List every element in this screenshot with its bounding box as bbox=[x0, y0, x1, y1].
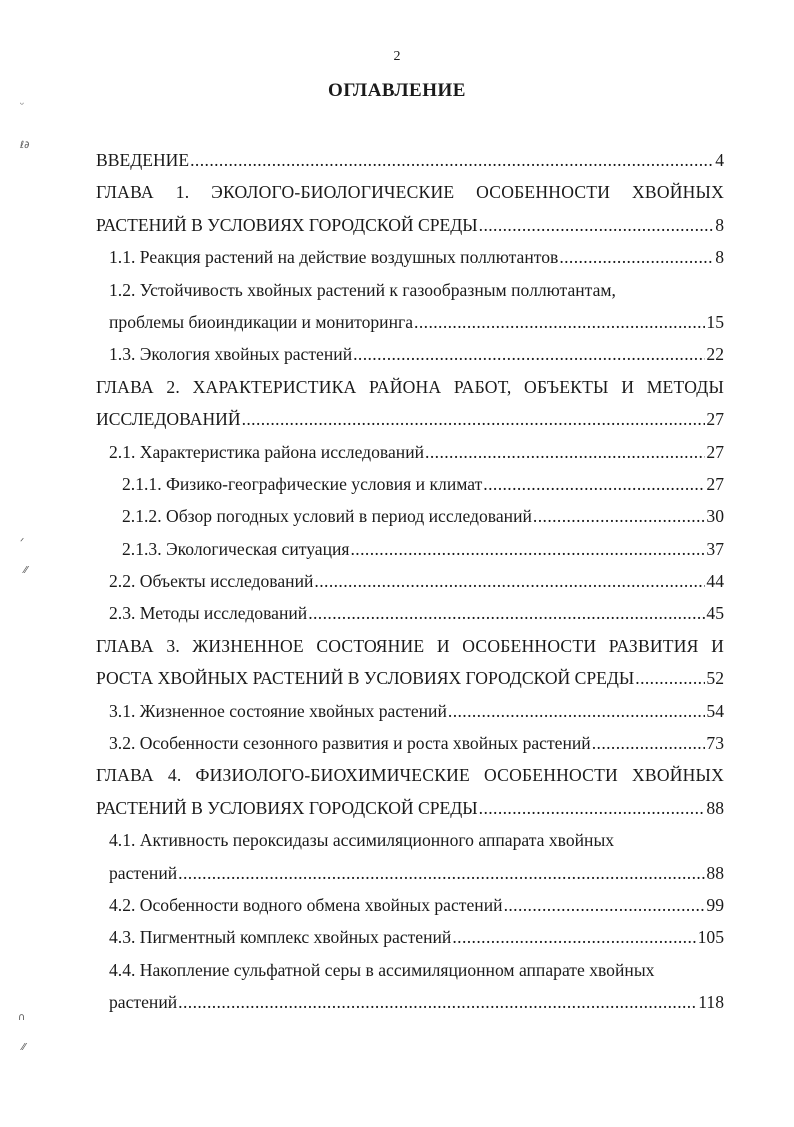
scan-mark: ⁄⁄ bbox=[22, 1042, 26, 1053]
dot-leader bbox=[178, 857, 705, 889]
dot-leader bbox=[308, 597, 705, 629]
dot-leader bbox=[414, 306, 705, 338]
toc-entry-page: 118 bbox=[698, 992, 724, 1013]
toc-entry bbox=[96, 403, 724, 435]
toc-entry-title: ИССЛЕДОВАНИЙ bbox=[96, 409, 241, 430]
toc-entry-page: 4 bbox=[715, 150, 724, 170]
page-number: 2 bbox=[393, 49, 401, 64]
toc-entry bbox=[96, 306, 724, 338]
toc-entry-title: проблемы биоиндикации и мониторинга bbox=[109, 311, 414, 332]
toc-entry-title: 2.1.2. Обзор погодных условий в период исследований bbox=[122, 506, 532, 527]
toc-entry bbox=[96, 436, 724, 468]
toc-entry-title: 4.3. Пигментный комплекс хвойных растений bbox=[109, 927, 452, 948]
toc-entry-title: РОСТА ХВОЙНЫХ РАСТЕНИЙ В УСЛОВИЯХ ГОРОДСКОЙ СРЕДЫ bbox=[96, 668, 635, 689]
toc-entry-title: 1.3. Экология хвойных растений bbox=[109, 344, 353, 365]
toc-entry bbox=[96, 338, 724, 370]
toc-entry-page: 54 bbox=[706, 700, 724, 721]
toc-entry-page: 37 bbox=[706, 538, 724, 559]
dot-leader bbox=[635, 662, 705, 694]
toc-entry bbox=[96, 500, 724, 532]
toc-entry-title: 2.1. Характеристика района исследований bbox=[109, 441, 425, 462]
dot-leader bbox=[483, 468, 705, 500]
dot-leader bbox=[351, 533, 706, 565]
toc-entry-title: 1.1. Реакция растений на действие воздушных поллютантов bbox=[109, 247, 559, 268]
toc-entry-title: 4.2. Особенности водного обмена хвойных растений bbox=[109, 894, 503, 915]
toc-entry: ГЛАВА 2. ХАРАКТЕРИСТИКА РАЙОНА РАБОТ, ОБЪЕКТЫ И МЕТОДЫ bbox=[96, 376, 724, 397]
dot-leader bbox=[479, 209, 715, 241]
toc-entry-page: 15 bbox=[706, 311, 724, 332]
toc-entry-page: 88 bbox=[706, 797, 724, 818]
toc-entry bbox=[96, 727, 724, 759]
toc-entry: ГЛАВА 3. ЖИЗНЕННОЕ СОСТОЯНИЕ И ОСОБЕННОСТИ РАЗВИТИЯ И bbox=[96, 635, 724, 656]
toc-entry bbox=[96, 144, 724, 176]
dot-leader bbox=[314, 565, 705, 597]
dot-leader bbox=[452, 921, 696, 953]
table-of-contents bbox=[96, 144, 724, 1019]
toc-entry-page: 88 bbox=[706, 862, 724, 883]
toc-entry-title: 2.1.3. Экологическая ситуация bbox=[122, 538, 350, 559]
toc-entry bbox=[96, 565, 724, 597]
toc-entry bbox=[96, 241, 724, 273]
toc-entry: 4.1. Активность пероксидазы ассимиляционного аппарата хвойных bbox=[109, 830, 615, 851]
toc-entry bbox=[96, 857, 724, 889]
toc-entry bbox=[96, 792, 724, 824]
toc-entry bbox=[96, 533, 724, 565]
toc-entry bbox=[96, 695, 724, 727]
toc-entry bbox=[96, 986, 724, 1018]
toc-entry-page: 105 bbox=[697, 927, 724, 948]
toc-entry: 4.4. Накопление сульфатной серы в ассимиляционном аппарате хвойных bbox=[109, 959, 655, 980]
toc-entry bbox=[96, 597, 724, 629]
toc-entry: ГЛАВА 4. ФИЗИОЛОГО-БИОХИМИЧЕСКИЕ ОСОБЕННОСТИ ХВОЙНЫХ bbox=[96, 765, 724, 786]
toc-entry-page: 99 bbox=[706, 894, 724, 915]
toc-entry-page: 45 bbox=[706, 603, 724, 624]
dot-leader bbox=[448, 695, 706, 727]
dot-leader bbox=[242, 403, 706, 435]
toc-entry bbox=[96, 921, 724, 953]
dot-leader bbox=[559, 241, 714, 273]
toc-entry-title: ВВЕДЕНИЕ bbox=[96, 150, 190, 170]
toc-entry-page: 8 bbox=[715, 247, 724, 268]
toc-entry: 1.2. Устойчивость хвойных растений к газообразным поллютантам, bbox=[109, 279, 616, 300]
toc-entry-title: 2.3. Методы исследований bbox=[109, 603, 308, 624]
toc-entry: ГЛАВА 1. ЭКОЛОГО-БИОЛОГИЧЕСКИЕ ОСОБЕННОСТИ ХВОЙНЫХ bbox=[96, 182, 724, 203]
toc-entry-title: 2.1.1. Физико-географические условия и климат bbox=[122, 473, 483, 494]
toc-entry-page: 52 bbox=[706, 668, 724, 689]
dot-leader bbox=[592, 727, 706, 759]
scan-mark: ᐟ bbox=[20, 537, 25, 548]
toc-entry bbox=[96, 662, 724, 694]
scan-mark: ⁄⁄ bbox=[24, 565, 28, 576]
toc-entry-page: 27 bbox=[706, 473, 724, 494]
dot-leader bbox=[479, 792, 706, 824]
toc-entry bbox=[96, 889, 724, 921]
toc-entry-page: 44 bbox=[706, 571, 724, 592]
toc-entry-page: 8 bbox=[715, 214, 724, 235]
toc-entry-page: 30 bbox=[706, 506, 724, 527]
dot-leader bbox=[504, 889, 706, 921]
toc-entry-title: растений bbox=[109, 992, 178, 1013]
page-title: ОГЛАВЛЕНИЕ bbox=[328, 80, 466, 101]
dot-leader bbox=[178, 986, 697, 1018]
toc-entry bbox=[96, 468, 724, 500]
scan-mark: ∩ bbox=[18, 1012, 26, 1023]
dot-leader bbox=[353, 338, 705, 370]
dot-leader bbox=[533, 500, 705, 532]
toc-entry-title: 3.2. Особенности сезонного развития и роста хвойных растений bbox=[109, 733, 591, 754]
toc-entry-page: 22 bbox=[706, 344, 724, 365]
toc-entry-title: РАСТЕНИЙ В УСЛОВИЯХ ГОРОДСКОЙ СРЕДЫ bbox=[96, 797, 478, 818]
toc-entry-page: 73 bbox=[706, 733, 724, 754]
scan-mark: ℓ∂ bbox=[20, 140, 30, 151]
toc-entry-title: РАСТЕНИЙ В УСЛОВИЯХ ГОРОДСКОЙ СРЕДЫ bbox=[96, 214, 478, 235]
toc-entry-page: 27 bbox=[706, 441, 724, 462]
toc-entry-page: 27 bbox=[706, 409, 724, 430]
toc-entry-title: растений bbox=[109, 862, 178, 883]
dot-leader bbox=[425, 436, 705, 468]
toc-entry bbox=[96, 209, 724, 241]
dot-leader bbox=[190, 144, 714, 176]
scan-mark: ᵕ bbox=[20, 100, 25, 111]
toc-entry-title: 3.1. Жизненное состояние хвойных растений bbox=[109, 700, 447, 721]
toc-entry-title: 2.2. Объекты исследований bbox=[109, 571, 314, 592]
